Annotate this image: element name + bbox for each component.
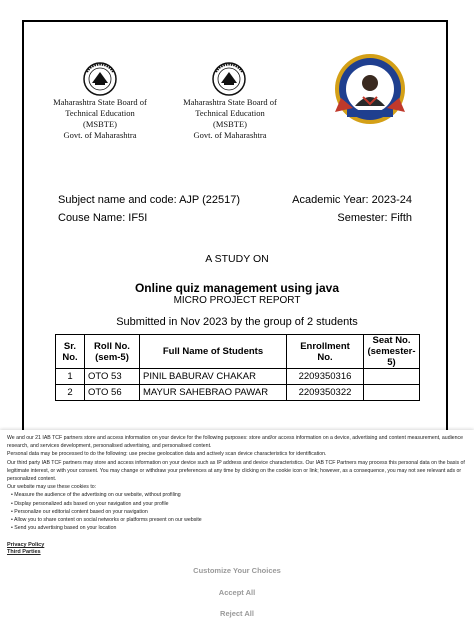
privacy-policy-link[interactable]: Privacy Policy: [7, 542, 45, 548]
list-item: • Personalize our editorial content based on your navigation: [7, 508, 469, 516]
college-emblem: [333, 52, 407, 126]
msbte-logo-middle: [212, 62, 246, 96]
table-row: 1 OTO 53 PINIL BABURAV CHAKAR 2209350316: [56, 369, 420, 385]
list-item: • Send you advertising based on your location: [7, 524, 469, 532]
consent-links: [7, 542, 44, 556]
table-header-row: [56, 335, 420, 369]
header-seat-no: Seat No. (semester-5): [364, 335, 420, 369]
study-on-heading: A STUDY ON: [205, 253, 269, 265]
cookie-consent-banner: [0, 430, 474, 632]
consent-paragraph: Our third party IAB TCF partners may store and access information on your device such as IP address and device characteristics. Our IAB TCF Partners may process this personal data on the basis of legitimate interest, or with your consent. You may change or withdraw your preferences at any time by clicking on the cookie icon or link; however, as a consequence, you may not see relevant ads or personalized content.: [7, 459, 465, 483]
third-parties-link[interactable]: Third Parties: [7, 549, 41, 555]
list-item: • Allow you to share content on social networks or platforms present on our website: [7, 516, 469, 524]
header-full-name: Full Name of Students: [140, 335, 287, 369]
consent-paragraph: Personal data may be processed to do the following: use precise geolocation data and actively scan device characteristics for identification.: [7, 451, 327, 458]
portrait-emblem-icon: [333, 52, 407, 126]
customize-choices-button[interactable]: Customize Your Choices: [0, 566, 474, 575]
table-row: 2 OTO 56 MAYUR SAHEBRAO PAWAR 2209350322: [56, 385, 420, 401]
consent-paragraph: Our website may use these cookies to:: [7, 484, 97, 491]
accept-all-button[interactable]: Accept All: [0, 588, 474, 597]
students-table: [55, 334, 420, 401]
reject-all-button[interactable]: Reject All: [0, 609, 474, 618]
msbte-text-left: Maharashtra State Board of Technical Education (MSBTE) Govt. of Maharashtra: [53, 97, 147, 140]
header-enrollment: Enrollment No.: [287, 335, 364, 369]
msbte-seal-icon: [212, 62, 246, 96]
msbte-text-middle: Maharashtra State Board of Technical Education (MSBTE) Govt. of Maharashtra: [183, 97, 277, 140]
course-row: [58, 212, 412, 224]
semester: Semester: Fifth: [337, 212, 412, 224]
academic-year: Academic Year: 2023-24: [292, 194, 412, 206]
subject-name-code: Subject name and code: AJP (22517): [58, 194, 241, 206]
course-name: Couse Name: IF5I: [58, 212, 148, 224]
consent-paragraph: We and our 21 IAB TCF partners store and access information on your device for the following purposes: store and/or access information on a device, advertising and content measurement, audience research, and services development, personalised advertising, and personalised content.: [7, 435, 463, 450]
submission-note: Submitted in Nov 2023 by the group of 2 students: [116, 316, 358, 328]
consent-text: [7, 434, 469, 532]
cookie-purpose-list: [7, 491, 469, 532]
report-type: MICRO PROJECT REPORT: [173, 295, 301, 306]
project-title: Online quiz management using java: [134, 281, 340, 295]
list-item: • Display personalized ads based on your navigation and your profile: [7, 500, 469, 508]
msbte-seal-icon: [83, 62, 117, 96]
list-item: • Measure the audience of the advertising on our website, without profiling: [7, 491, 469, 499]
msbte-logo-left: [83, 62, 117, 96]
header-roll-no: Roll No. (sem-5): [85, 335, 140, 369]
header-sr-no: Sr. No.: [56, 335, 85, 369]
subject-row: [58, 194, 412, 206]
